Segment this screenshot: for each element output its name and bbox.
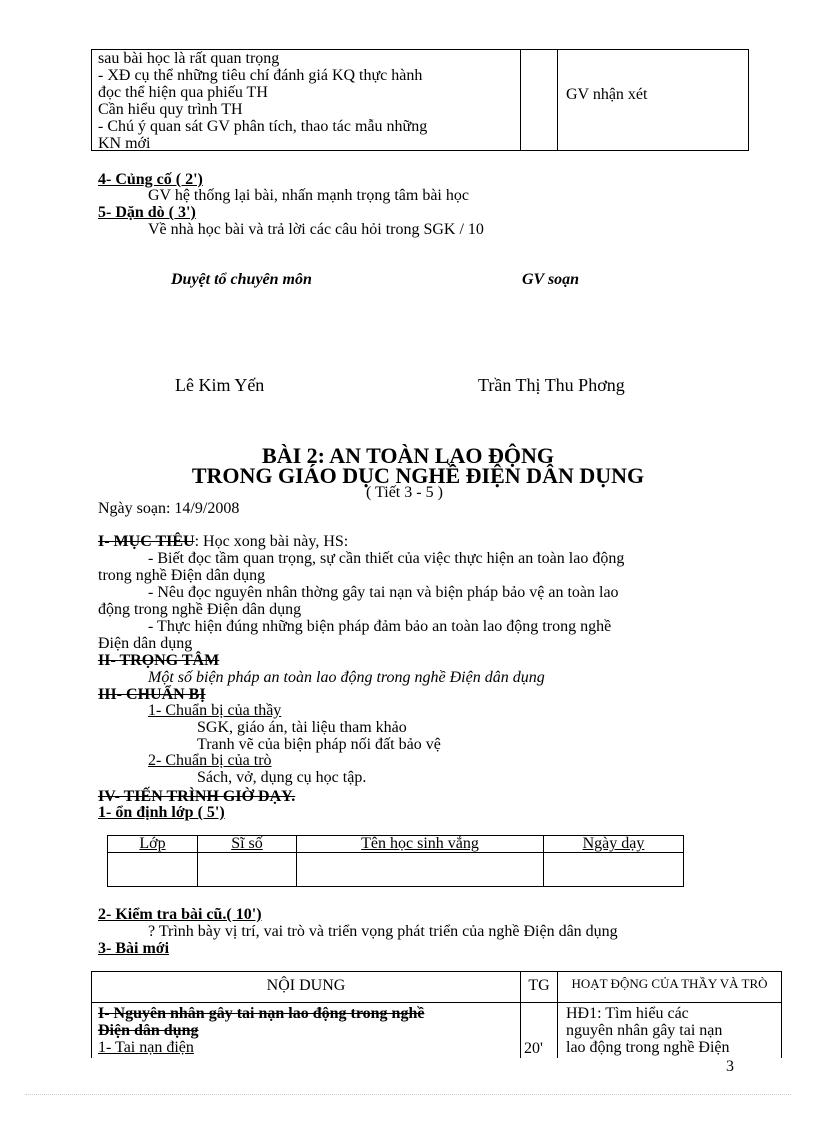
class-table-header: Ngày dạy xyxy=(582,835,645,852)
main-table-header: TG xyxy=(528,977,550,994)
main-table-content-heading: Điện dân dụng xyxy=(98,1022,199,1039)
class-table-cell xyxy=(296,852,544,887)
process-step1: 1- ổn định lớp ( 5') xyxy=(98,804,225,821)
lesson-title-1: BÀI 2: AN TOÀN LAO ĐỘNG xyxy=(262,443,554,468)
top-table-line: KN mới xyxy=(98,135,151,152)
page-number: 3 xyxy=(726,1058,734,1075)
top-table-line: - XĐ cụ thể những tiêu chí đánh giá KQ thực hành xyxy=(98,67,423,84)
objective-line: - Thực hiện đúng những biện pháp đảm bảo an toàn lao động trong nghề xyxy=(148,618,612,635)
main-table-activity-line: nguyên nhân gây tai nạn xyxy=(566,1022,723,1039)
signature-right-role: GV soạn xyxy=(522,271,580,288)
prep-student-title: 2- Chuẩn bị của trò xyxy=(148,752,272,769)
focus-text: Một số biện pháp an toàn lao động trong nghề Điện dân dụng xyxy=(148,669,545,686)
top-table-line: - Chú ý quan sát GV phân tích, thao tác mẫu những xyxy=(98,118,428,135)
lesson-title-2: TRONG GIÁO DỤC NGHỀ ĐIỆN DÂN DỤNG xyxy=(191,463,645,488)
check-question: ? Trình bày vị trí, vai trò và triển vọng phát triển của nghề Điện dân dụng xyxy=(148,923,618,940)
top-table-line: đọc thể hiện qua phiếu TH xyxy=(98,84,268,101)
class-table-cell xyxy=(197,852,297,887)
prep-student-item: Sách, vở, dụng cụ học tập. xyxy=(197,769,367,786)
objective-line: - Nêu đọc nguyên nhân thờng gây tai nạn và biện pháp bảo vệ an toàn lao xyxy=(148,584,619,601)
prep-teacher-title: 1- Chuẩn bị của thầy xyxy=(148,702,282,719)
top-table-line: sau bài học là rất quan trọng xyxy=(98,50,280,67)
top-table-line: Cần hiểu quy trình TH xyxy=(98,101,243,118)
class-table-header: Sĩ số xyxy=(231,835,263,852)
prep-teacher-item: Tranh vẽ của biện pháp nối đất bảo vệ xyxy=(197,736,441,753)
objectives-heading: I- MỤC TIÊU xyxy=(98,533,195,550)
section4-text: GV hệ thống lại bài, nhấn mạnh trọng tâm bài học xyxy=(148,187,469,204)
objective-line: Điện dân dụng xyxy=(98,635,193,652)
signature-left-role: Duyệt tổ chuyên môn xyxy=(171,271,312,288)
new-lesson-title: 3- Bài mới xyxy=(98,940,170,957)
main-table-header: NỘI DUNG xyxy=(266,977,346,994)
prep-heading: III- CHUẨN BỊ xyxy=(98,686,206,703)
prep-teacher-item: SGK, giáo án, tài liệu tham khảo xyxy=(197,719,407,736)
main-table-activity-line: lao động trong nghề Điện xyxy=(566,1039,730,1056)
page-footer-divider xyxy=(25,1094,791,1095)
process-heading: IV- TIẾN TRÌNH GIỜ DẠY. xyxy=(98,788,296,805)
objective-line: động trong nghề Điện dân dụng xyxy=(98,601,302,618)
objectives-intro: : Học xong bài này, HS: xyxy=(194,533,349,550)
signature-right-name: Trần Thị Thu Phơng xyxy=(478,375,625,395)
focus-heading: II- TRỌNG TÂM xyxy=(98,652,220,669)
main-table-activity-line: HĐ1: Tìm hiểu các xyxy=(566,1005,689,1022)
main-table-time: 20' xyxy=(524,1040,543,1057)
main-table-content-sub: 1- Tai nạn điện xyxy=(98,1039,194,1056)
signature-left-name: Lê Kim Yến xyxy=(175,375,265,395)
check-title: 2- Kiểm tra bài cũ.( 10') xyxy=(98,906,262,923)
section4-title: 4- Củng cố ( 2') xyxy=(98,171,203,188)
class-table-header: Tên học sinh vắng xyxy=(361,835,479,852)
section5-title: 5- Dặn dò ( 3') xyxy=(98,204,196,221)
class-table-cell xyxy=(107,852,198,887)
objective-line: trong nghề Điện dân dụng xyxy=(98,567,266,584)
top-table-col3-text: GV nhận xét xyxy=(566,86,648,103)
objective-line: - Biết đọc tầm quan trọng, sự cần thiết của việc thực hiện an toàn lao động xyxy=(148,550,625,567)
top-table-col2 xyxy=(520,49,558,151)
lesson-period: ( Tiết 3 - 5 ) xyxy=(366,484,443,501)
class-table-cell xyxy=(543,852,684,887)
objectives-heading-line xyxy=(98,533,348,551)
section5-text: Về nhà học bài và trả lời các câu hỏi trong SGK / 10 xyxy=(148,221,484,238)
main-table-header: HOẠT ĐỘNG CỦA THẦY VÀ TRÒ xyxy=(571,976,768,991)
lesson-date: Ngày soạn: 14/9/2008 xyxy=(98,500,240,517)
class-table-header: Lớp xyxy=(139,835,166,852)
main-table-content-heading: I- Nguyên nhân gây tai nạn lao động trong nghề xyxy=(98,1005,425,1022)
